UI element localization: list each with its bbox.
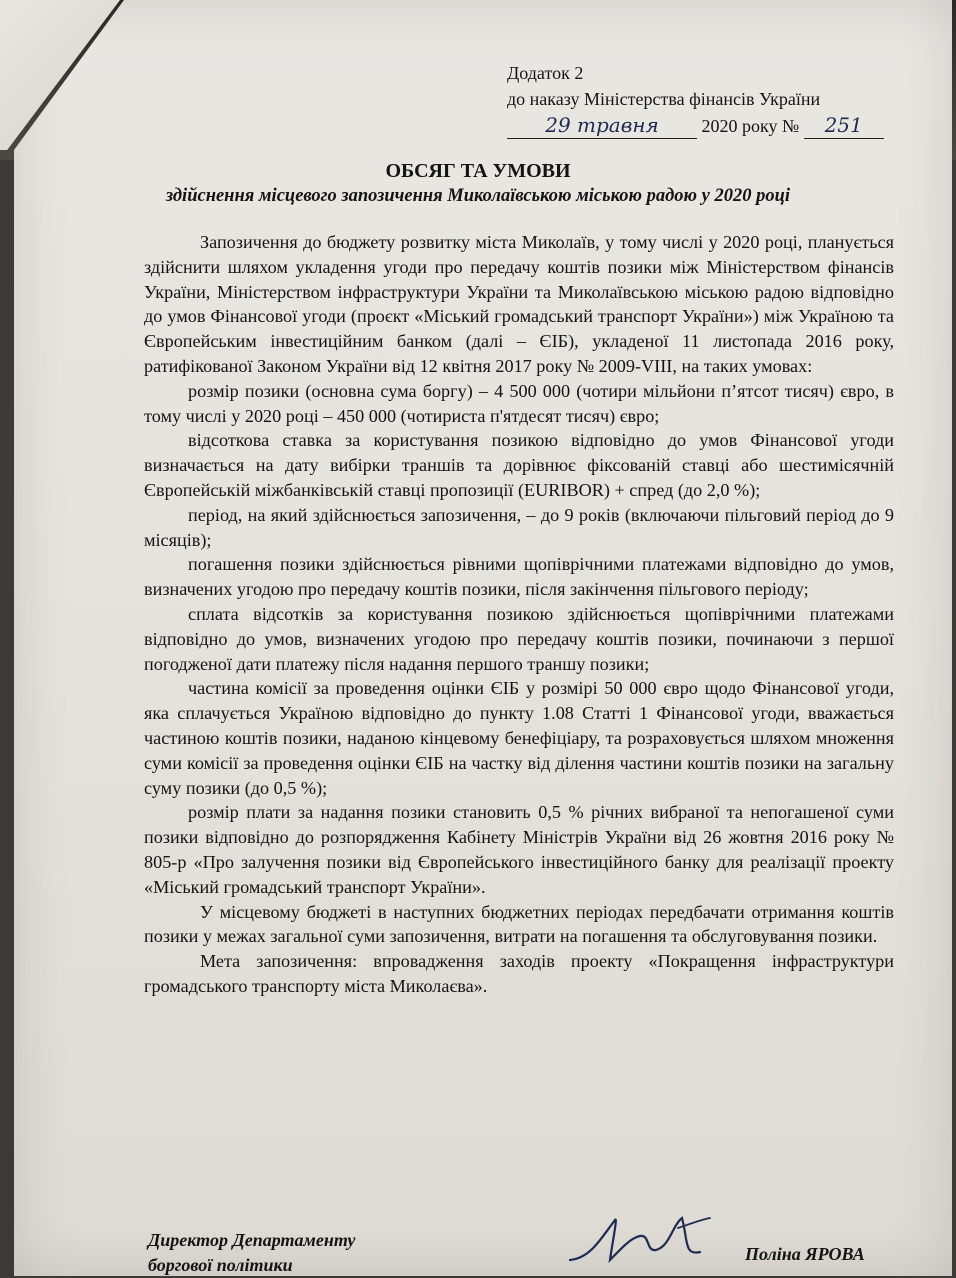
signatory-position — [148, 1228, 468, 1278]
paragraph-local-budget: У місцевому бюджеті в наступних бюджетних періодах передбачати отримання коштів позики у межах загальної суми запозичення, витрати на погашення та обслуговування позики. — [144, 901, 894, 947]
paragraph-period: період, на який здійснюється запозичення, – до 9 років (включаючи пільговий період до 9 місяців); — [144, 504, 894, 550]
paragraph-interest-rate: відсоткова ставка за користування позикою відповідно до умов Фінансової угоди визначається на дату вибірки траншів та дорівнює фіксованій ставці або шестимісячній Європейській міжбанківській ставці пропозиції (EURIBOR) + спред (до 2,0 %); — [144, 430, 894, 500]
position-line-1: Директор Департаменту — [148, 1230, 356, 1250]
signatory-name: Поліна ЯРОВА — [745, 1244, 865, 1264]
paragraph-purpose: Мета запозичення: впровадження заходів проекту «Покращення інфраструктури громадського транспорту міста Миколаєва». — [144, 951, 894, 996]
handwritten-signature — [560, 1200, 730, 1276]
appendix-header — [507, 60, 907, 139]
document-subtitle: здійснення місцевого запозичення Миколаївською міською радою у 2020 році — [165, 186, 791, 206]
appendix-line: Додаток 2 — [507, 63, 584, 83]
order-date-line — [507, 112, 907, 139]
document-title: ОБСЯГ ТА УМОВИ — [385, 160, 571, 182]
document-body — [144, 230, 894, 999]
paragraph-commission: частина комісії за проведення оцінки ЄІБ у розмірі 50 000 євро щодо Фінансової угоди, яка сплачується Україною відповідно до пункту 1.08 Статті 1 Фінансової угоди, вважається частиною коштів позики, наданою кінцевому бенефіціару, та розраховується шляхом множення суми комісії за проведення оцінки ЄІБ на частку від ділення частини коштів позики на загальну суму позики (до 0,5 %); — [144, 678, 894, 798]
paragraph-repayment: погашення позики здійснюється рівними щопіврічними платежами відповідно до умов, визначених угодою про передачу коштів позики, після закінчення пільгового періоду; — [144, 554, 894, 600]
position-line-2: боргової політики — [148, 1255, 293, 1275]
paragraph-loan-amount: розмір позики (основна сума боргу) – 4 500 000 (чотири мільйони п’ятсот тисяч) євро, в тому числі у 2020 році – 450 000 (чотириста п'ятдесят тисяч) євро; — [144, 380, 894, 426]
year-text: 2020 року № — [701, 116, 800, 136]
handwritten-date: 29 травня — [507, 112, 697, 139]
handwritten-order-number: 251 — [804, 112, 884, 139]
paragraph-intro: Запозичення до бюджету розвитку міста Миколаїв, у тому числі у 2020 році, планується здійснити шляхом укладення угоди про передачу коштів позики між Міністерством фінансів України, Міністерством інфраструктури України та Миколаївською міською радою відповідно до умов Фінансової угоди (проєкт «Міський громадський транспорт України») між Україною та Європейським інвестиційним банком (далі – ЄІБ), укладеної 11 листопада 2016 року, ратифікованої Законом України від 12 квітня 2017 року № 2009-VIII, на таких умовах: — [144, 232, 894, 376]
paragraph-interest-payment: сплата відсотків за користування позикою здійснюється щопіврічними платежами відповідно до умов, визначених угодою про передачу коштів позики, починаючи з першої погодженої дати платежу після надання першого траншу позики; — [144, 603, 894, 674]
order-line: до наказу Міністерства фінансів України — [507, 89, 821, 109]
paragraph-fee: розмір плати за надання позики становить 0,5 % річних вибраної та непогашеної суми позики відповідно до розпорядження Кабінету Міністрів України від 26 жовтня 2016 року № 805-р «Про залучення позики від Європейського інвестиційного банку для реалізації проекту «Міський громадський транспорт України». — [144, 802, 894, 897]
